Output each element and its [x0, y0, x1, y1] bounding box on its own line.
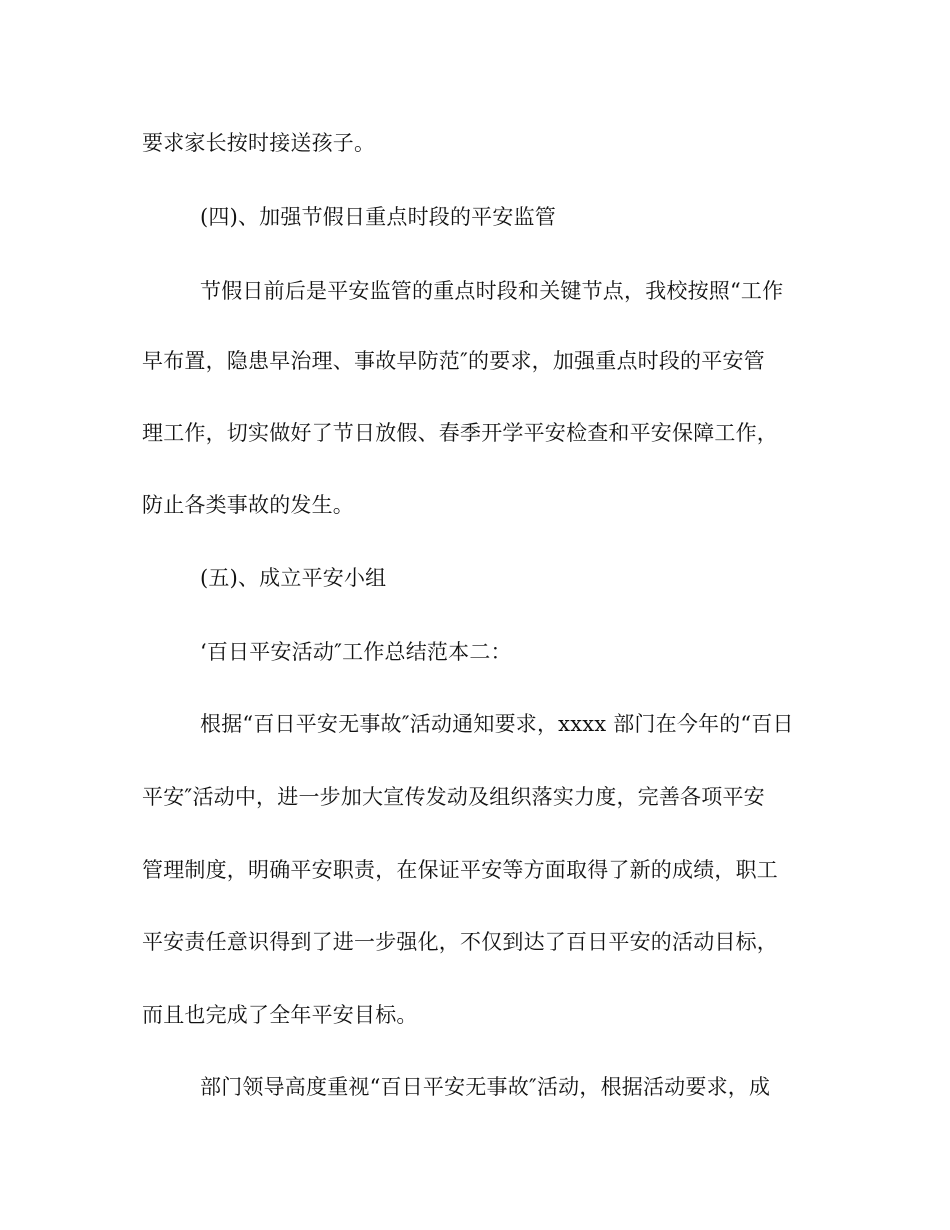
- section-heading-4: (四)、加强节假日重点时段的平安监管: [200, 205, 556, 229]
- paragraph-line: 管理制度，明确平安职责，在保证平安等方面取得了新的成绩，职工: [142, 858, 778, 882]
- paragraph-line: 早布置，隐患早治理、事故早防范″的要求，加强重点时段的平安管: [142, 349, 765, 373]
- paragraph-line: 而且也完成了全年平安目标。: [142, 1003, 418, 1027]
- paragraph-line: 要求家长按时接送孩子。: [142, 131, 376, 155]
- paragraph-line: 部门领导高度重视“百日平安无事故″活动，根据活动要求，成: [200, 1075, 771, 1099]
- paragraph-line: 理工作，切实做好了节日放假、春季开学平安检查和平安保障工作，: [142, 421, 778, 445]
- paragraph-line: 根据“百日平安无事故″活动通知要求，xxxx 部门在今年的“百日: [200, 712, 794, 736]
- paragraph-line: 平安责任意识得到了进一步强化，不仅到达了百日平安的活动目标，: [142, 930, 778, 954]
- paragraph-line: 防止各类事故的发生。: [142, 493, 354, 517]
- paragraph-line: 平安″活动中，进一步加大宣传发动及组织落实力度，完善各项平安: [142, 785, 765, 809]
- paragraph-line: 节假日前后是平安监管的重点时段和关键节点，我校按照“工作: [200, 279, 784, 303]
- section-heading-5: (五)、成立平安小组: [200, 566, 387, 590]
- subtitle-line: ‘百日平安活动″工作总结范本二：: [200, 640, 512, 664]
